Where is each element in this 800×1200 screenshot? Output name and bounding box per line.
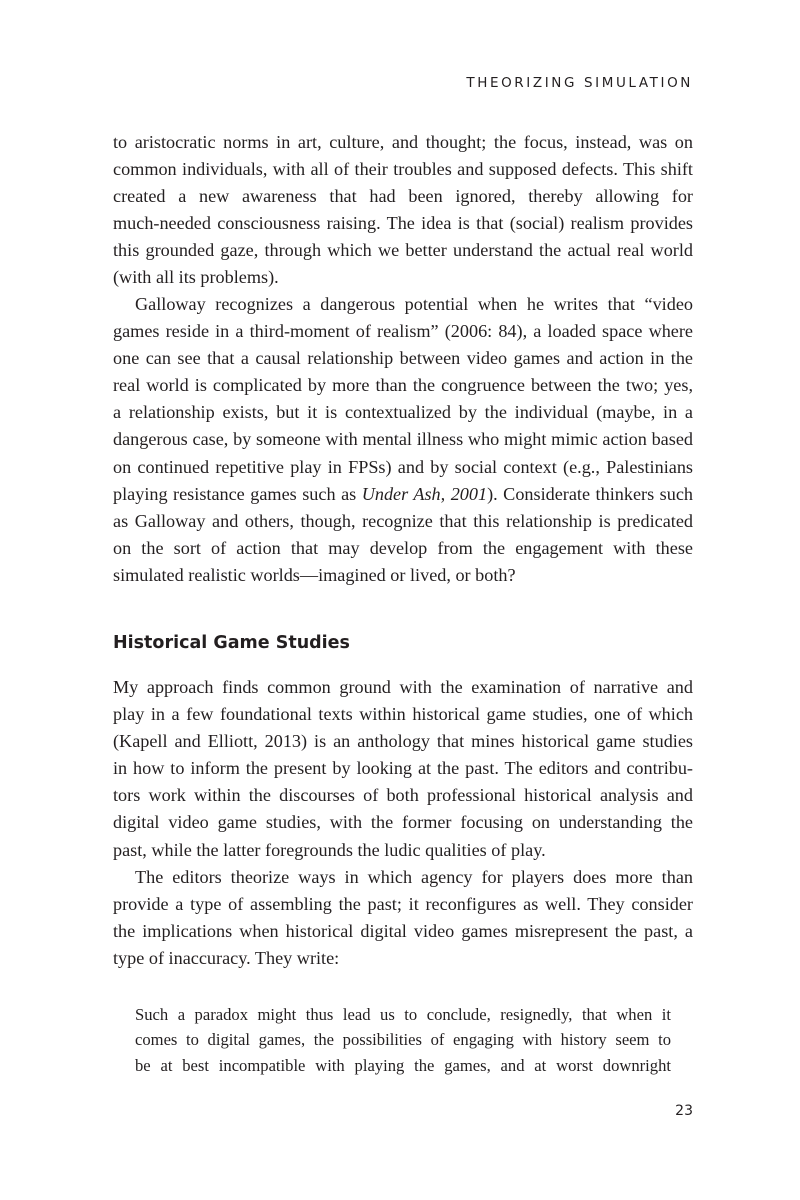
text-line: much-needed consciousness raising. The idea is that (social) realism provides: [113, 213, 693, 234]
text-line: on the sort of action that may develop from the engagement with these: [113, 537, 693, 558]
text-line: digital video game studies, with the former focusing on understanding the: [113, 812, 693, 833]
text-line: (Kapell and Elliott, 2013) is an anthology that mines historical game studies: [113, 731, 693, 752]
text-fragment: ). Considerate thinkers such: [487, 483, 693, 504]
text-line: Galloway recognizes a dangerous potential when he writes that “video: [135, 294, 693, 314]
text-line: this grounded gaze, through which we better understand the actual real world: [113, 240, 693, 261]
text-line: real world is complicated by more than the congruence between the two; yes,: [113, 375, 693, 396]
quote-line: be at best incompatible with playing the games, and at worst downright: [135, 1055, 671, 1075]
text-line: in how to inform the present by looking at the past. The editors and contribu-: [113, 758, 693, 779]
text-line: one can see that a causal relationship between video games and action in the: [113, 348, 693, 369]
text-line: as Galloway and others, though, recognize that this relationship is predicated: [113, 510, 693, 531]
text-line: (with all its problems).: [113, 267, 279, 288]
paragraph-galloway: [113, 291, 693, 589]
block-quote: [135, 1002, 671, 1078]
text-line: dangerous case, by someone with mental illness who might mimic action based: [113, 429, 693, 450]
text-line: to aristocratic norms in art, culture, and thought; the focus, instead, was on: [113, 132, 693, 152]
game-title-under-ash: Under Ash, 2001: [361, 483, 488, 504]
text-line-with-title: [113, 481, 693, 508]
text-line: past, while the latter foregrounds the ludic qualities of play.: [113, 839, 546, 860]
paragraph-editors: [113, 864, 693, 972]
text-line: a relationship exists, but it is contextualized by the individual (maybe, in a: [113, 402, 693, 423]
text-fragment: playing resistance games such as: [113, 483, 362, 504]
text-line: tors work within the discourses of both professional historical analysis and: [113, 785, 693, 806]
text-line: the implications when historical digital video games misrepresent the past, a: [113, 921, 693, 942]
text-line: play in a few foundational texts within historical game studies, one of which: [113, 704, 693, 725]
text-line: common individuals, with all of their troubles and supposed defects. This shift: [113, 159, 693, 180]
page-number: 23: [675, 1103, 693, 1119]
text-line: My approach finds common ground with the examination of narrative and: [113, 677, 693, 697]
text-line: created a new awareness that had been ignored, thereby allowing for: [113, 186, 693, 207]
text-line: type of inaccuracy. They write:: [113, 948, 340, 969]
text-line: simulated realistic worlds—imagined or lived, or both?: [113, 564, 516, 585]
paragraph-approach: [113, 674, 693, 864]
paragraph-realism: [113, 129, 693, 292]
text-line: provide a type of assembling the past; it reconfigures as well. They consider: [113, 894, 693, 915]
section-heading: Historical Game Studies: [113, 633, 350, 653]
text-line: games reside in a third-moment of realism” (2006: 84), a loaded space where: [113, 321, 693, 342]
running-head: THEORIZING SIMULATION: [466, 75, 693, 91]
quote-line: comes to digital games, the possibilities of engaging with history seem to: [135, 1030, 671, 1050]
text-line: on continued repetitive play in FPSs) and by social context (e.g., Palestinians: [113, 456, 693, 477]
quote-line: Such a paradox might thus lead us to conclude, resignedly, that when it: [135, 1005, 671, 1024]
text-line: The editors theorize ways in which agency for players does more than: [135, 867, 693, 887]
